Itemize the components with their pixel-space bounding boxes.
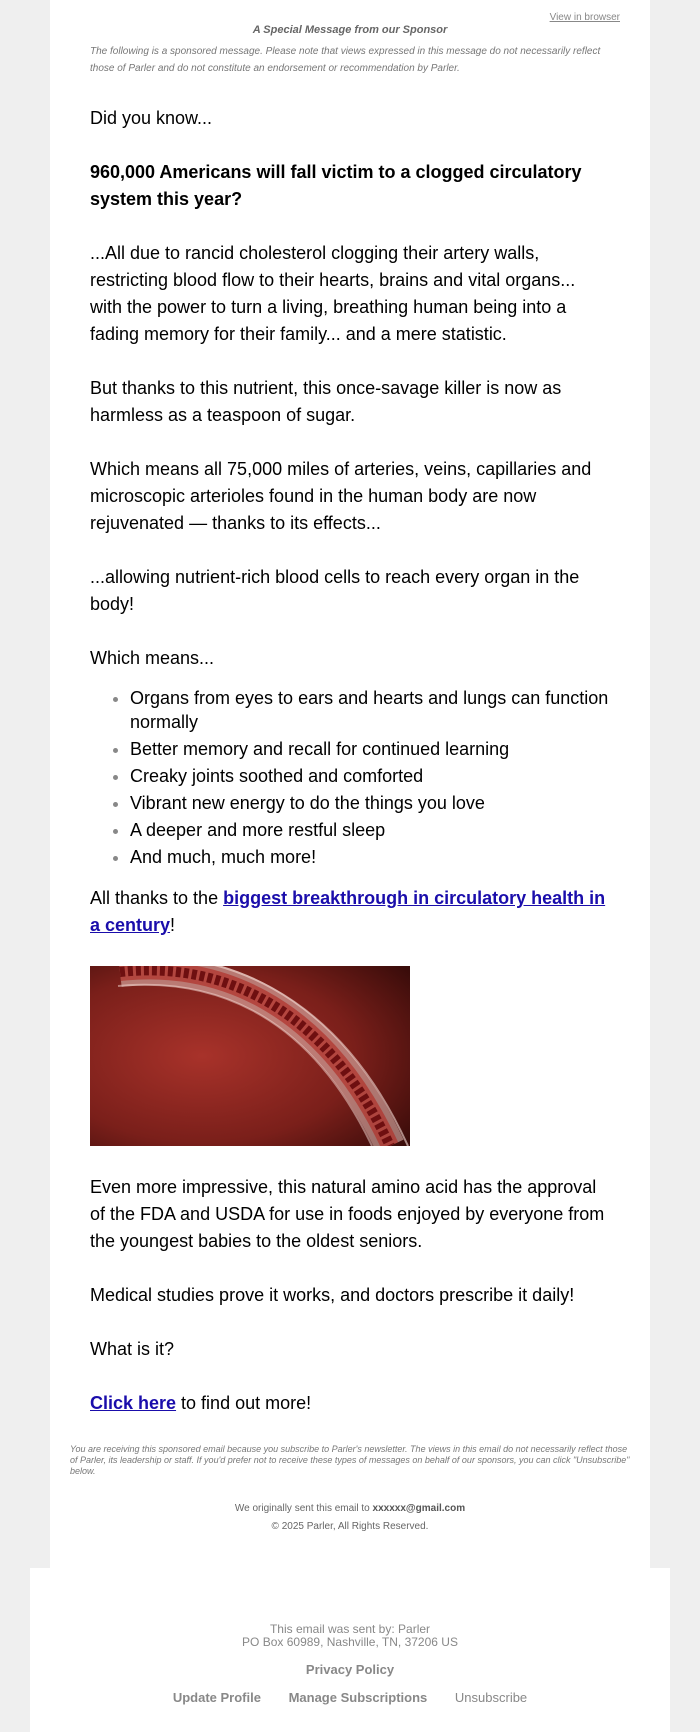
- paragraph-5: Which means...: [90, 648, 215, 668]
- paragraph-1: ...All due to rancid cholesterol clogging their artery walls, restricting blood flow to their hearts, brains and vital organs... with the power to turn a living, breathing human being into a fading memory for their family... and a mere statistic.: [90, 243, 576, 344]
- list-item: • Creaky joints soothed and comforted: [130, 764, 610, 788]
- cta-paragraph: [90, 1390, 610, 1417]
- list-item: • Better memory and recall for continued learning: [130, 737, 610, 761]
- headline: 960,000 Americans will fall victim to a clogged circulatory system this year?: [90, 162, 582, 209]
- copyright: © 2025 Parler, All Rights Reserved.: [271, 1521, 429, 1532]
- manage-subscriptions-link[interactable]: Manage Subscriptions: [288, 1690, 428, 1705]
- email-card: [50, 0, 650, 1568]
- footer-note: You are receiving this sponsored email because you subscribe to Parler's newsletter. The views in this email do not necessarily reflect those of Parler, its leadership or staff. If you'd prefer not to receive these types of messages on behalf of our sponsors, you can click "Unsubscribe" below.: [70, 1444, 630, 1476]
- sponsor-title: A Special Message from our Sponsor: [252, 24, 448, 36]
- sent-by-block: [30, 1623, 670, 1649]
- footer-links: [30, 1690, 670, 1705]
- thanks-paragraph: [90, 885, 610, 939]
- sent-to-line: [50, 1503, 650, 1514]
- benefits-list: [90, 686, 610, 869]
- sent-to-email: xxxxxx@gmail.com: [372, 1503, 466, 1514]
- sponsor-disclaimer: The following is a sponsored message. Please note that views expressed in this message do not necessarily reflect those of Parler and do not constitute an endorsement or recommendation by Parler.: [90, 46, 601, 74]
- bottom-footer: [30, 1568, 670, 1732]
- artery-image[interactable]: [90, 966, 410, 1146]
- thanks-suffix: !: [170, 915, 176, 935]
- breakthrough-link[interactable]: biggest breakthrough in circulatory health in a century: [90, 888, 606, 935]
- paragraph-6: Even more impressive, this natural amino acid has the approval of the FDA and USDA for use in foods enjoyed by everyone from the youngest babies to the oldest seniors.: [90, 1177, 605, 1251]
- intro-text: Did you know...: [90, 108, 213, 128]
- view-in-browser-link[interactable]: View in browser: [549, 12, 620, 23]
- paragraph-7: Medical studies prove it works, and doctors prescribe it daily!: [90, 1285, 575, 1305]
- click-here-link[interactable]: Click here: [90, 1393, 177, 1413]
- privacy-policy-link[interactable]: Privacy Policy: [305, 1662, 395, 1677]
- unsubscribe-link[interactable]: Unsubscribe: [454, 1690, 528, 1705]
- list-item: • Vibrant new energy to do the things you love: [130, 791, 610, 815]
- list-item: • And much, much more!: [130, 845, 610, 869]
- paragraph-4: ...allowing nutrient-rich blood cells to reach every organ in the body!: [90, 567, 580, 614]
- thanks-prefix: All thanks to the: [90, 888, 224, 908]
- update-profile-link[interactable]: Update Profile: [172, 1690, 261, 1705]
- cta-suffix: to find out more!: [176, 1393, 312, 1413]
- list-item: • Organs from eyes to ears and hearts and lungs can function normally: [130, 686, 610, 734]
- paragraph-8: What is it?: [90, 1339, 175, 1359]
- sender-address: PO Box 60989, Nashville, TN, 37206 US: [242, 1635, 458, 1649]
- paragraph-2: But thanks to this nutrient, this once-savage killer is now as harmless as a teaspoon of sugar.: [90, 378, 562, 425]
- email-body: [90, 105, 610, 1444]
- sent-to-prefix: We originally sent this email to: [234, 1503, 373, 1514]
- sent-by-text: This email was sent by: Parler: [269, 1622, 431, 1636]
- paragraph-3: Which means all 75,000 miles of arteries, veins, capillaries and microscopic arterioles found in the human body are now rejuvenated — thanks to its effects...: [90, 459, 592, 533]
- list-item: • A deeper and more restful sleep: [130, 818, 610, 842]
